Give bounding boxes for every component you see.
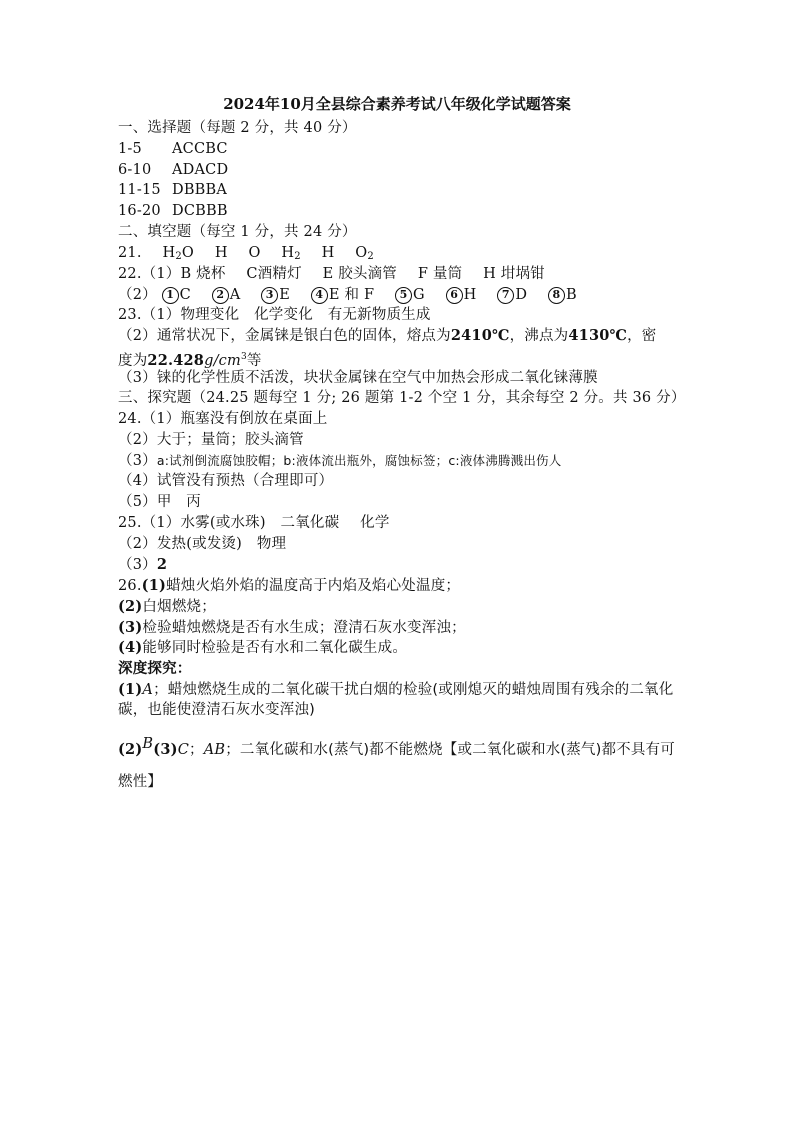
answer-part: 23.（1）物理变化 (118, 307, 240, 323)
part-prefix: （3） (118, 453, 157, 469)
range-label: 11-15 (118, 182, 161, 198)
circled-number: 3 (261, 287, 278, 304)
answers-text: ADACD (172, 162, 229, 178)
q25-2-line (118, 534, 286, 554)
answer-value: AB (203, 742, 226, 758)
range-label: 6-10 (118, 162, 152, 178)
unit-g: g (204, 353, 214, 369)
answer-row (118, 201, 228, 221)
deep-inquiry-1 (118, 680, 678, 720)
separator: ； (189, 742, 204, 758)
answer-row (118, 139, 228, 159)
symbol: O (181, 245, 194, 261)
circled-number: 5 (395, 287, 412, 304)
q25-1-line (118, 513, 390, 533)
answer-text: 白烟燃烧； (142, 599, 216, 615)
answer-value: H (463, 287, 477, 303)
q23-2-line (118, 326, 657, 346)
circled-number: 7 (497, 287, 514, 304)
symbol: H (162, 245, 176, 261)
circled-number: 2 (212, 287, 229, 304)
circled-number: 6 (446, 287, 463, 304)
part-number: (3) (153, 741, 178, 758)
symbol: H (321, 245, 335, 261)
section3-heading: 三、探究题（24.25 题每空 1 分; 26 题第 1-2 个空 1 分，其余每空 2 分。共 36 分） (118, 390, 686, 406)
answer-value: A (229, 287, 241, 303)
answer-value: C (177, 742, 189, 758)
answer-value: 2 (156, 556, 168, 573)
answer-value: B (565, 287, 577, 303)
q22-1-line (118, 264, 545, 284)
melting-point: 2410℃ (450, 327, 510, 344)
part-number: (1) (118, 681, 143, 698)
symbol: O (248, 245, 261, 261)
answer-value: C (179, 287, 191, 303)
formula-o2 (355, 245, 374, 261)
subscript: 2 (294, 251, 301, 262)
answer-part: E 胶头滴管 (322, 266, 397, 282)
answers-text: DBBBA (172, 182, 228, 198)
question-number: 21. (118, 245, 142, 261)
answer-part: 化学 (360, 515, 390, 531)
density-value: 22.428 (147, 352, 205, 369)
answer-part: 化学变化 (254, 307, 313, 323)
part-prefix: （3） (118, 557, 157, 573)
question-number: 26. (118, 578, 142, 594)
answer-value: D (515, 287, 528, 303)
exponent: 3 (240, 352, 247, 362)
answer-text: ，沸点为 (509, 328, 569, 344)
answer-value: G (413, 287, 425, 303)
answer-part: H 坩埚钳 (483, 266, 545, 282)
symbol: O (355, 245, 368, 261)
q26-line (118, 638, 407, 658)
q26-line (118, 597, 216, 617)
formula-h2 (281, 245, 300, 261)
deep-inquiry-2-3 (118, 728, 678, 798)
answer-part: 二氧化碳 (280, 515, 340, 531)
answer-part: 物理 (256, 536, 287, 552)
circled-number: 4 (311, 287, 328, 304)
formula-h2o (162, 245, 194, 261)
answers-text: DCBBB (172, 203, 228, 219)
q22-2-line (118, 285, 577, 305)
answers-text: ACCBC (172, 141, 228, 157)
q24-3-line (118, 451, 561, 471)
boiling-point: 4130℃ (568, 327, 628, 344)
symbol: H (214, 245, 228, 261)
answer-part: F 量筒 (417, 266, 463, 282)
symbol: H (281, 245, 295, 261)
answer-text: ，密 (627, 328, 657, 344)
q26-line (118, 576, 460, 596)
unit-cm: /cm (213, 353, 241, 369)
answer-part: C酒精灯 (246, 266, 302, 282)
section2-heading: 二、填空题（每空 1 分，共 24 分） (118, 224, 357, 240)
circled-number: 1 (162, 287, 179, 304)
answer-text: （2）通常状况下，金属铼是银白色的固体，熔点为 (118, 328, 451, 344)
q24-line: （4）试管没有预热（合理即可） (118, 473, 334, 489)
answer-value: E (279, 287, 291, 303)
subscript: 2 (175, 251, 182, 262)
answer-value: A (142, 682, 154, 698)
q25-3-line (118, 555, 167, 575)
answer-text: ；蜡烛燃烧生成的二氧化碳干扰白烟的检验(或刚熄灭的蜡烛周围有残余的二氧化碳，也能使澄清石灰水变浑浊) (118, 682, 674, 718)
answer-row (118, 160, 228, 180)
q24-line: （2）大于；量筒；胶头滴管 (118, 432, 304, 448)
answer-text: ；二氧化碳和水(蒸气)都不能燃烧【或二氧化碳和水(蒸气)都不具有可燃性】 (118, 742, 675, 790)
part-number: (1) (141, 577, 167, 594)
answer-part: （2）发热(或发烫) (118, 536, 243, 552)
answer-text: a:试剂倒流腐蚀胶帽；b:液体流出瓶外，腐蚀标签；c:液体沸腾溅出伤人 (156, 453, 562, 468)
answer-value: E 和 F (328, 287, 375, 303)
answer-part: 22.（1）B 烧杯 (118, 266, 226, 282)
deep-inquiry-heading: 深度探究： (118, 661, 192, 677)
circled-number: 8 (548, 287, 565, 304)
subscript: 2 (367, 251, 374, 262)
range-label: 1-5 (118, 141, 142, 157)
part-number: (2) (118, 741, 143, 758)
q26-line (118, 618, 466, 638)
answer-part: 有无新物质生成 (327, 307, 431, 323)
answer-value: B (142, 736, 154, 752)
q23-3-line: （3）铼的化学性质不活泼，块状金属铼在空气中加热会形成二氧化铼薄膜 (118, 370, 598, 386)
q24-line: （5）甲 丙 (118, 494, 201, 510)
part-prefix: （2） (118, 287, 157, 303)
answer-text: 度为 (118, 353, 148, 369)
part-number: (4) (118, 639, 143, 656)
part-number: (3) (118, 619, 143, 636)
answer-text: 检验蜡烛燃烧是否有水生成；澄清石灰水变浑浊； (142, 620, 466, 636)
page-title: 2024年10月全县综合素养考试八年级化学试题答案 (223, 95, 571, 113)
range-label: 16-20 (118, 203, 161, 219)
answer-text: 蜡烛火焰外焰的温度高于内焰及焰心处温度； (166, 578, 461, 594)
answer-text: 能够同时检验是否有水和二氧化碳生成。 (142, 640, 408, 656)
answer-row (118, 180, 227, 200)
q24-line: 24.（1）瓶塞没有倒放在桌面上 (118, 411, 328, 427)
section1-heading: 一、选择题（每题 2 分，共 40 分） (118, 120, 357, 136)
q23-1-line (118, 305, 431, 325)
answer-text: 等 (246, 353, 262, 369)
answer-part: 25.（1）水雾(或水珠) (118, 515, 266, 531)
part-number: (2) (118, 598, 143, 615)
